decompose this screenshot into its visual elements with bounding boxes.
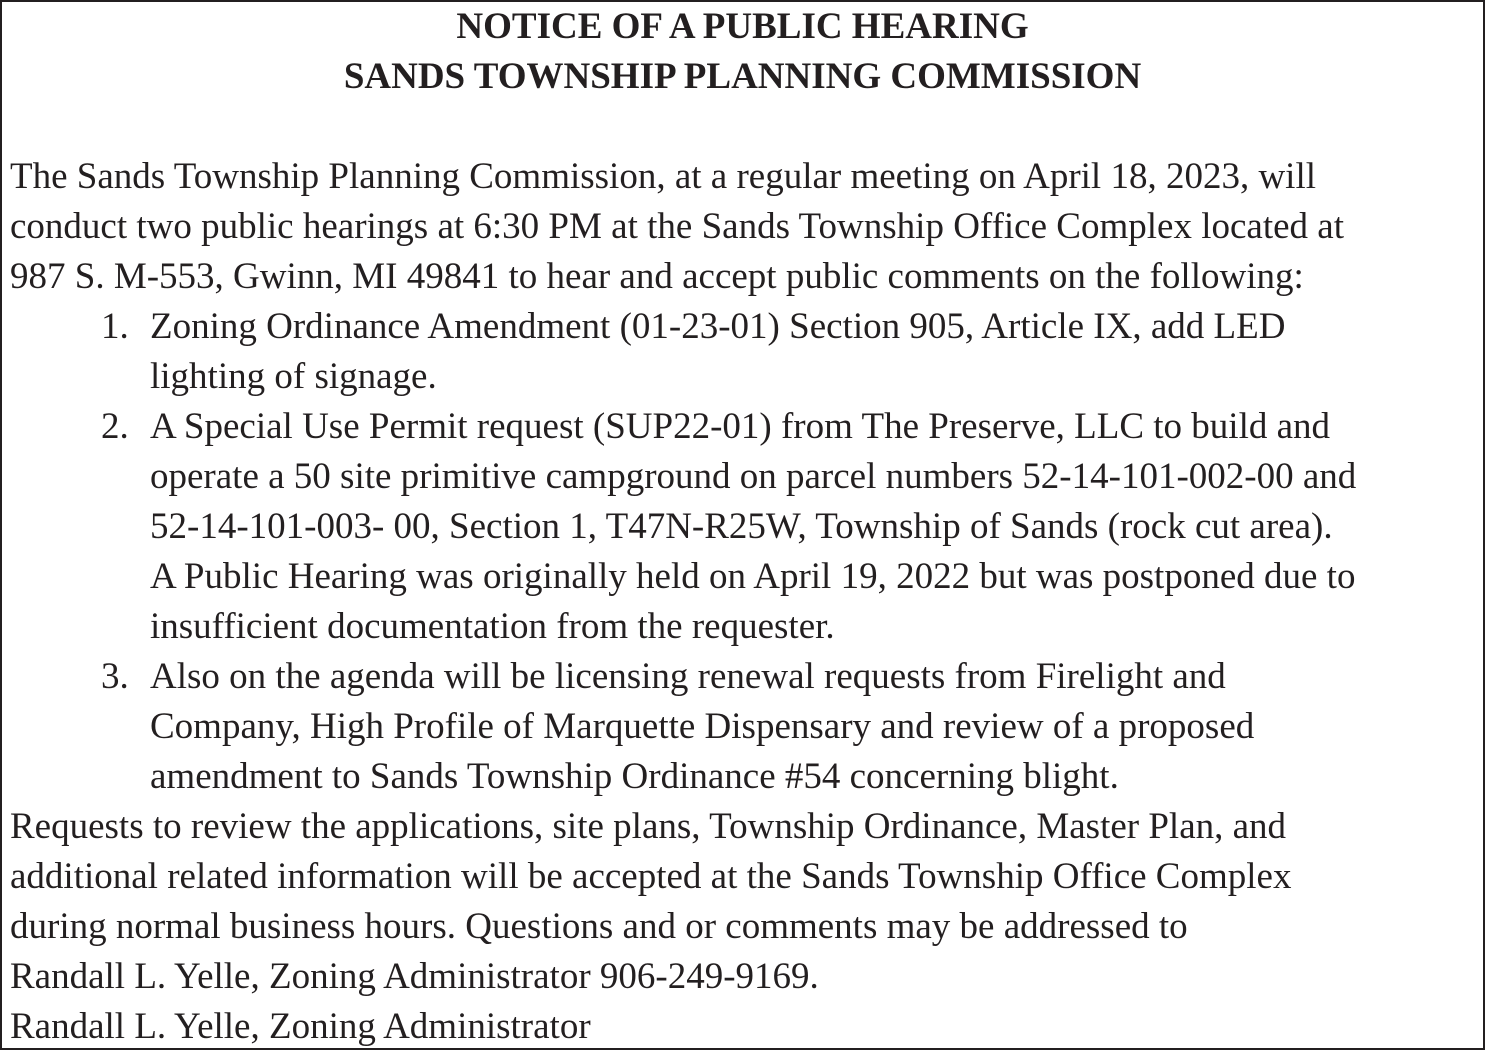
commission-name: SANDS TOWNSHIP PLANNING COMMISSION [343,56,1142,97]
item-line: operate a 50 site primitive campground on parcel numbers 52-14-101-002-00 and [150,456,1357,497]
item-line: A Public Hearing was originally held on April 19, 2022 but was postponed due to [150,556,1356,597]
list-item [2,402,1483,652]
list-item [2,302,1483,402]
notice-heading [2,2,1483,102]
closing-line: during normal business hours. Questions and or comments may be addressed to [10,906,1188,947]
intro-line: 987 S. M-553, Gwinn, MI 49841 to hear and accept public comments on the following: [10,256,1304,297]
closing-line: Randall L. Yelle, Zoning Administrator 906-249-9169. [10,956,819,997]
intro-line: The Sands Township Planning Commission, at a regular meeting on April 18, 2023, will [10,156,1317,197]
closing-line: Requests to review the applications, site plans, Township Ordinance, Master Plan, and [10,806,1287,847]
item-line: 52-14-101-003- 00, Section 1, T47N-R25W, Township of Sands (rock cut area). [150,506,1333,547]
item-text [150,402,1483,652]
item-line: Also on the agenda will be licensing renewal requests from Firelight and [150,656,1226,697]
item-line: lighting of signage. [150,356,437,397]
item-text [150,652,1483,802]
item-line: Zoning Ordinance Amendment (01-23-01) Section 905, Article IX, add LED [150,306,1286,347]
intro-paragraph [2,152,1483,302]
closing-line: additional related information will be accepted at the Sands Township Office Complex [10,856,1292,897]
item-number: 2. [101,406,129,447]
heading-spacer [2,102,1483,152]
item-number: 1. [101,306,129,347]
item-line: Company, High Profile of Marquette Dispensary and review of a proposed [150,706,1255,747]
closing-paragraph [2,802,1483,1002]
item-text [150,302,1483,402]
item-line: insufficient documentation from the requester. [150,606,835,647]
intro-line: conduct two public hearings at 6:30 PM at the Sands Township Office Complex located at [10,206,1344,247]
signature-block [2,1002,1483,1050]
item-number: 3. [101,656,129,697]
item-line: amendment to Sands Township Ordinance #54 concerning blight. [150,756,1119,797]
notice-title: NOTICE OF A PUBLIC HEARING [456,6,1029,47]
list-item [2,652,1483,802]
hearing-items-list [2,302,1483,802]
item-line: A Special Use Permit request (SUP22-01) from The Preserve, LLC to build and [150,406,1331,447]
signature-line: Randall L. Yelle, Zoning Administrator [10,1006,591,1047]
